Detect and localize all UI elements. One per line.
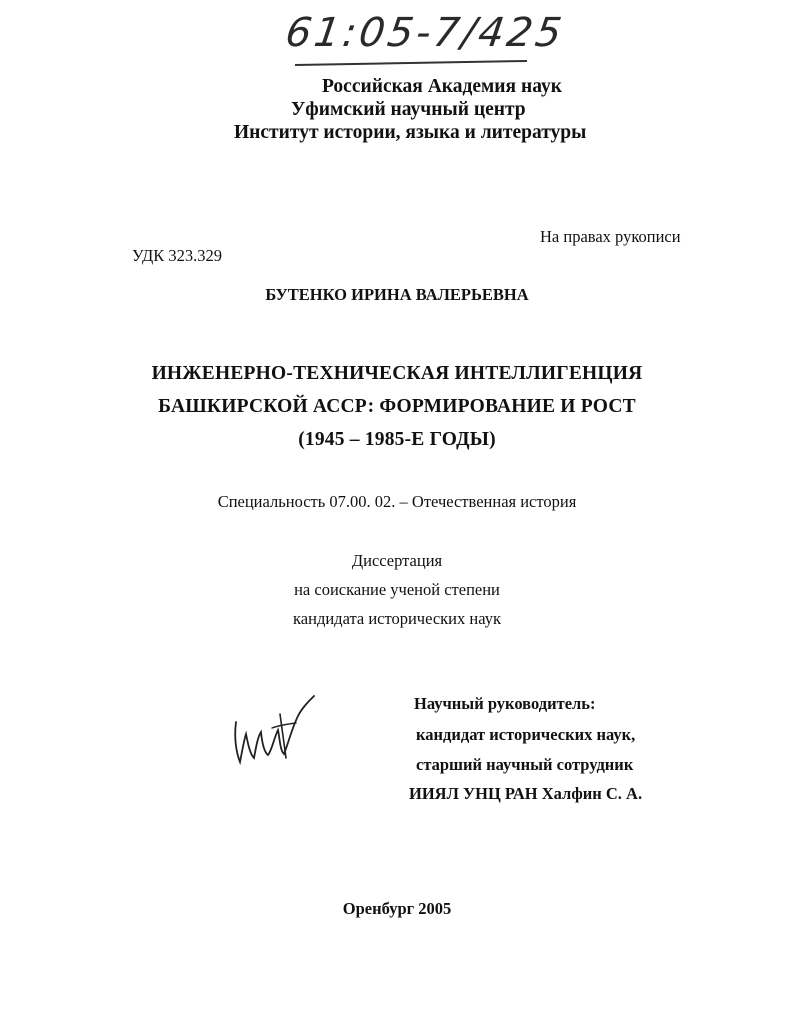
thesis-title-line-3: (1945 – 1985-Е ГОДЫ) <box>298 429 496 450</box>
dissertation-degree: кандидата исторических наук <box>293 609 501 628</box>
signature-image <box>228 692 320 772</box>
organization-institute: Институт истории, языка и литературы <box>234 122 587 143</box>
author-name: БУТЕНКО ИРИНА ВАЛЕРЬЕВНА <box>265 285 529 304</box>
organization-academy: Российская Академия наук <box>322 76 562 97</box>
thesis-title-line-2: БАШКИРСКОЙ АССР: ФОРМИРОВАНИЕ И РОСТ <box>158 396 636 417</box>
thesis-title-line-1: ИНЖЕНЕРНО-ТЕХНИЧЕСКАЯ ИНТЕЛЛИГЕНЦИЯ <box>151 363 643 384</box>
supervisor-heading: Научный руководитель: <box>414 694 596 713</box>
supervisor-name: ИИЯЛ УНЦ РАН Халфин С. А. <box>409 784 643 803</box>
dissertation-label: Диссертация <box>351 551 443 570</box>
supervisor-position: старший научный сотрудник <box>416 755 634 774</box>
manuscript-rights-note: На правах рукописи <box>540 227 681 246</box>
handwritten-catalog-number: 61:05-7/425 <box>282 10 568 56</box>
dissertation-purpose: на соискание ученой степени <box>294 580 500 599</box>
udc-code: УДК 323.329 <box>132 246 223 265</box>
handwritten-underline <box>295 60 527 66</box>
specialty-line: Специальность 07.00. 02. – Отечественная история <box>217 492 577 511</box>
organization-center: Уфимский научный центр <box>291 99 526 120</box>
supervisor-degree: кандидат исторических наук, <box>416 725 636 744</box>
city-and-year: Оренбург 2005 <box>342 899 452 918</box>
